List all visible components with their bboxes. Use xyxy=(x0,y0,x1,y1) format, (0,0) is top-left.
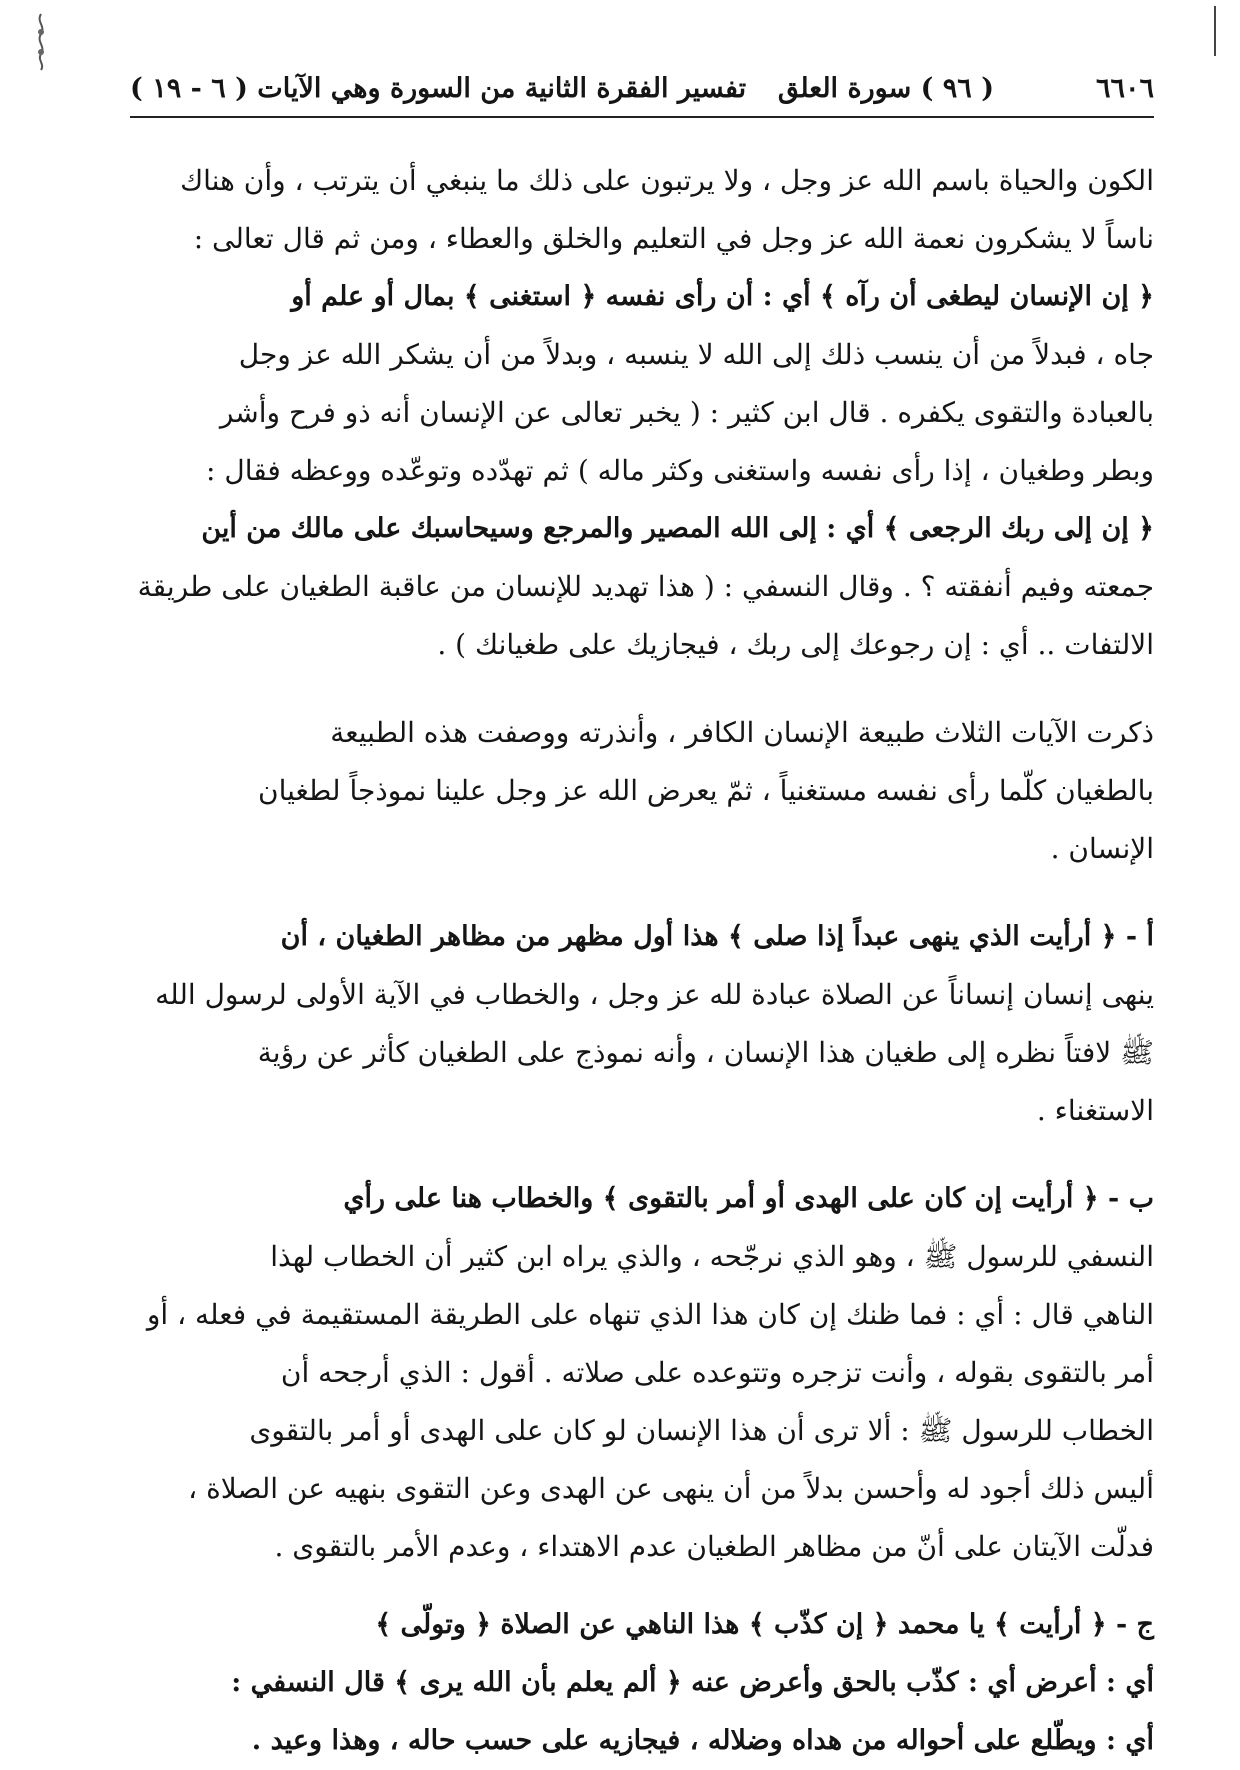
paragraph-2 xyxy=(130,704,1154,878)
page-number: ٦٦٠٦ xyxy=(1095,73,1154,104)
text-line: أي : ويطّلع على أحواله من هداه وضلاله ، فيجازيه على حسب حاله ، وهذا وعيد . xyxy=(251,1725,1154,1756)
text-line: ج - ﴿ أرأيت ﴾ يا محمد ﴿ إن كذّب ﴾ هذا الناهي عن الصلاة ﴿ وتولّى ﴾ xyxy=(375,1609,1154,1640)
text-line: ﴿ إن الإنسان ليطغى أن رآه ﴾ أي : أن رأى نفسه ﴿ استغنى ﴾ بمال أو علم أو xyxy=(291,281,1154,312)
paragraph-4 xyxy=(130,1170,1154,1576)
text-line: الالتفات .. أي : إن رجوعك إلى ربك ، فيجازيك على طغيانك ) . xyxy=(437,628,1154,661)
text-line: النسفي للرسول ﷺ ، وهو الذي نرجّحه ، والذي يراه ابن كثير أن الخطاب لهذا xyxy=(270,1240,1154,1273)
text-line: ذكرت الآيات الثلاث طبيعة الإنسان الكافر ، وأنذرته ووصفت هذه الطبيعة xyxy=(330,716,1154,749)
text-line: ﷺ لافتاً نظره إلى طغيان هذا الإنسان ، وأنه نموذج على الطغيان كأثر عن رؤية xyxy=(257,1036,1154,1069)
page-edge-mark xyxy=(1214,6,1216,56)
text-line: الإنسان . xyxy=(1050,832,1154,865)
text-line: أليس ذلك أجود له وأحسن بدلاً من أن ينهى عن الهدى وعن التقوى بنهيه عن الصلاة ، xyxy=(188,1472,1154,1505)
text-line: فدلّت الآيتان على أنّ من مظاهر الطغيان عدم الاهتداء ، وعدم الأمر بالتقوى . xyxy=(274,1530,1154,1563)
text-line: بالعبادة والتقوى يكفره . قال ابن كثير : ( يخبر تعالى عن الإنسان أنه ذو فرح وأشر xyxy=(219,396,1154,429)
text-line: الناهي قال : أي : فما ظنك إن كان هذا الذي تنهاه على الطريقة المستقيمة في فعله ، أو xyxy=(146,1298,1154,1331)
text-line: الخطاب للرسول ﷺ : ألا ترى أن هذا الإنسان لو كان على الهدى أو أمر بالتقوى xyxy=(249,1414,1154,1447)
paragraph-1 xyxy=(130,152,1154,674)
text-line: ب - ﴿ أرأيت إن كان على الهدى أو أمر بالتقوى ﴾ والخطاب هنا على رأي xyxy=(343,1183,1154,1214)
section-title: تفسير الفقرة الثانية من السورة وهي الآيات ( ٦ - ١٩ ) xyxy=(130,73,747,104)
margin-ornament-icon xyxy=(26,10,56,74)
text-line: ناساً لا يشكرون نعمة الله عز وجل في التعليم والخلق والعطاء ، ومن ثم قال تعالى : xyxy=(193,222,1154,255)
surah-label: ( ٩٦ ) سورة العلق xyxy=(777,73,994,104)
text-line: ينهى إنسان إنساناً عن الصلاة عبادة لله عز وجل ، والخطاب في الآية الأولى لرسول الله xyxy=(155,978,1154,1011)
header-divider xyxy=(130,116,1154,118)
text-line: الاستغناء . xyxy=(1036,1094,1154,1127)
text-line: أي : أعرض أي : كذّب بالحق وأعرض عنه ﴿ ألم يعلم بأن الله يرى ﴾ قال النسفي : xyxy=(231,1667,1154,1698)
text-line: وبطر وطغيان ، إذا رأى نفسه واستغنى وكثر ماله ) ثم تهدّده وتوعّده ووعظه فقال : xyxy=(206,454,1154,487)
paragraph-5 xyxy=(130,1596,1154,1770)
text-line: أ - ﴿ أرأيت الذي ينهى عبداً إذا صلى ﴾ هذا أول مظهر من مظاهر الطغيان ، أن xyxy=(280,921,1154,952)
text-line: بالطغيان كلّما رأى نفسه مستغنياً ، ثمّ يعرض الله عز وجل علينا نموذجاً لطغيان xyxy=(258,774,1154,807)
text-line: جاه ، فبدلاً من أن ينسب ذلك إلى الله لا ينسبه ، وبدلاً من أن يشكر الله عز وجل xyxy=(238,338,1154,371)
running-header xyxy=(130,66,1154,112)
text-line: الكون والحياة باسم الله عز وجل ، ولا يرتبون على ذلك ما ينبغي أن يترتب ، وأن هناك xyxy=(180,164,1154,197)
text-line: جمعته وفيم أنفقته ؟ . وقال النسفي : ( هذا تهديد للإنسان من عاقبة الطغيان على طريقة xyxy=(137,570,1154,603)
paragraph-3 xyxy=(130,908,1154,1140)
text-line: ﴿ إن إلى ربك الرجعى ﴾ أي : إلى الله المصير والمرجع وسيحاسبك على مالك من أين xyxy=(201,513,1154,544)
text-line: أمر بالتقوى بقوله ، وأنت تزجره وتتوعده على صلاته . أقول : الذي أرجحه أن xyxy=(280,1356,1154,1389)
page-body xyxy=(130,152,1154,1770)
